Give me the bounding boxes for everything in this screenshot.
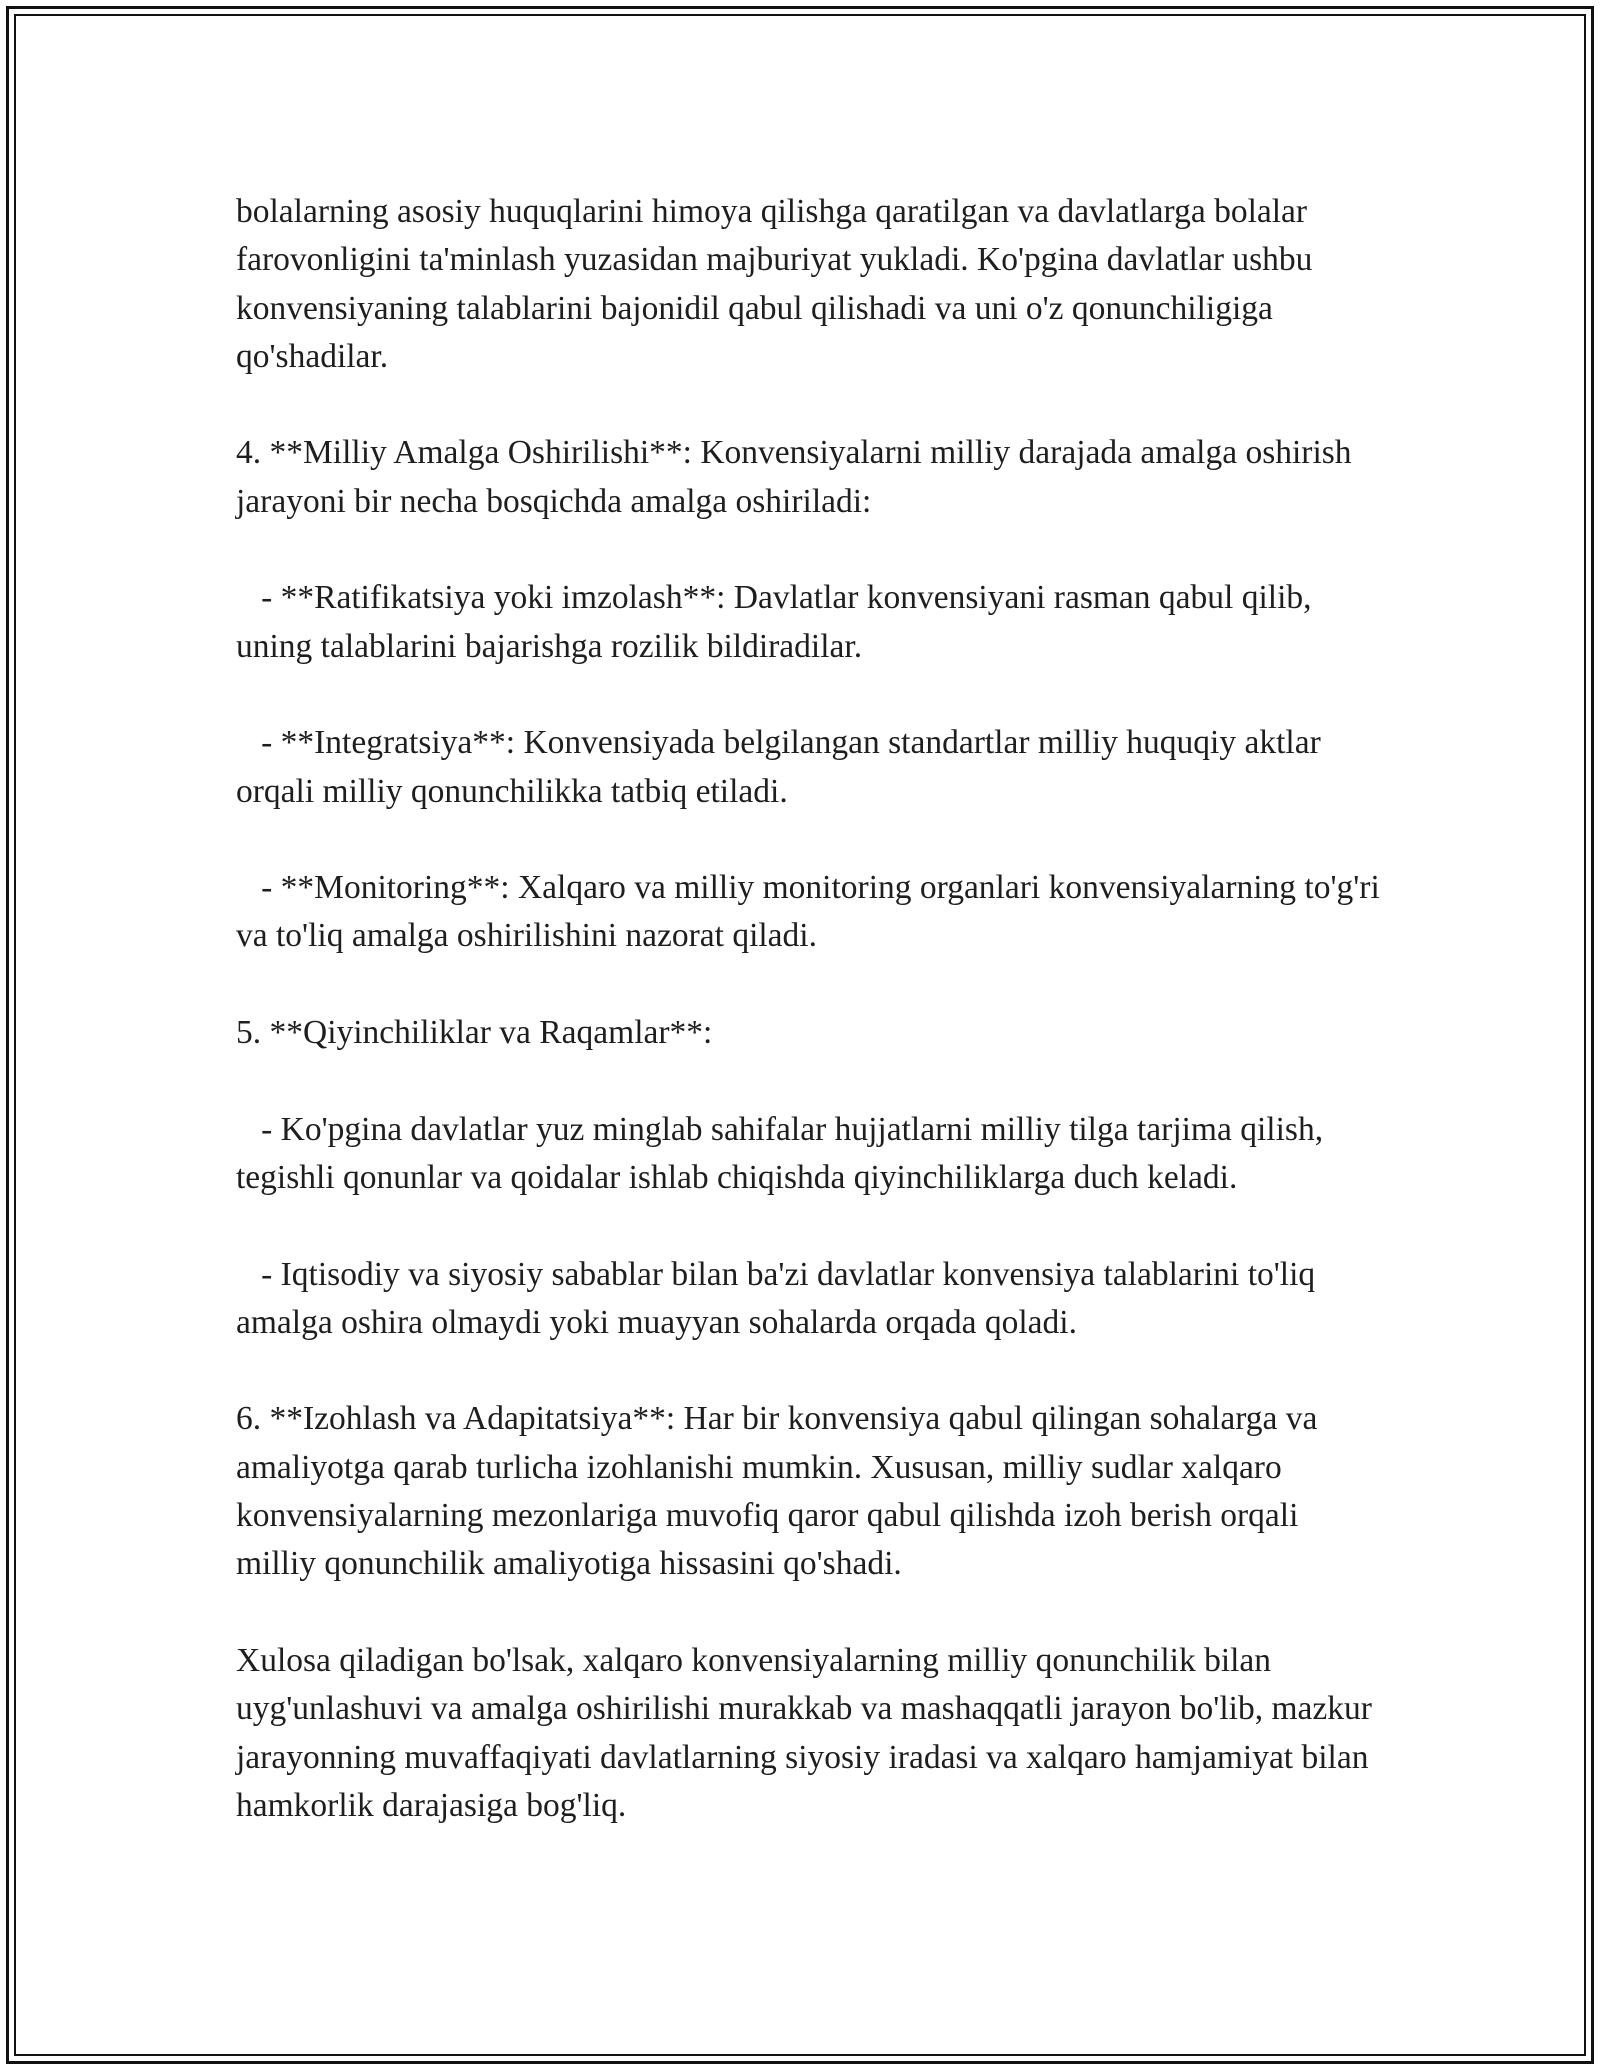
section-5-heading: 5. **Qiyinchiliklar va Raqamlar**:: [236, 1014, 713, 1052]
section-6-paragraph: 6. **Izohlash va Adapitatsiya**: Har bir konvensiya qabul qilingan sohalarga va amaliyotga qarab turlicha izohlanishi mumkin. Xususan, milliy sudlar xalqaro konvensiyalarning mezonlariga muvofiq qaror qabul qilishda izoh berish orqali milliy qonunchilik amaliyotiga hissasini qo'shadi.: [236, 1400, 1318, 1583]
bullet-ratification: - **Ratifikatsiya yoki imzolash**: Davlatlar konvensiyani rasman qabul qilib, uning talablarini bajarishga rozilik bildiradilar.: [236, 579, 1312, 665]
bullet-translation-difficulties: - Ko'pgina davlatlar yuz minglab sahifalar hujjatlarni milliy tilga tarjima qilish, tegishli qonunlar va qoidalar ishlab chiqishda qiyinchiliklarga duch keladi.: [236, 1110, 1324, 1196]
bullet-monitoring: - **Monitoring**: Xalqaro va milliy monitoring organlari konvensiyalarning to'g'ri va to'liq amalga oshirilishini nazorat qiladi.: [236, 869, 1380, 955]
bullet-economic-political-reasons: - Iqtisodiy va siyosiy sabablar bilan ba'zi davlatlar konvensiya talablarini to'liq amalga oshira olmaydi yoki muayyan sohalarda orqada qoladi.: [236, 1255, 1316, 1341]
section-4-heading-paragraph: 4. **Milliy Amalga Oshirilishi**: Konvensiyalarni milliy darajada amalga oshirish jarayoni bir necha bosqichda amalga oshiriladi:: [236, 434, 1352, 520]
paragraph-continuation: bolalarning asosiy huquqlarini himoya qilishga qaratilgan va davlatlarga bolalar farovonligini ta'minlash yuzasidan majburiyat yukladi. Ko'pgina davlatlar ushbu konvensiyaning talablarini bajonidil qabul qilishadi va uni o'z qonunchiligiga qo'shadilar.: [236, 193, 1313, 375]
bullet-integration: - **Integratsiya**: Konvensiyada belgilangan standartlar milliy huquqiy aktlar orqali milliy qonunchilikka tatbiq etiladi.: [236, 724, 1321, 810]
document-body: [236, 188, 1386, 1830]
conclusion-paragraph: Xulosa qiladigan bo'lsak, xalqaro konvensiyalarning milliy qonunchilik bilan uyg'unlashuvi va amalga oshirilishi murakkab va mashaqqatli jarayon bo'lib, mazkur jarayonning muvaffaqiyati davlatlarning siyosiy iradasi va xalqaro hamjamiyat bilan hamkorlik darajasiga bog'liq.: [236, 1641, 1372, 1824]
